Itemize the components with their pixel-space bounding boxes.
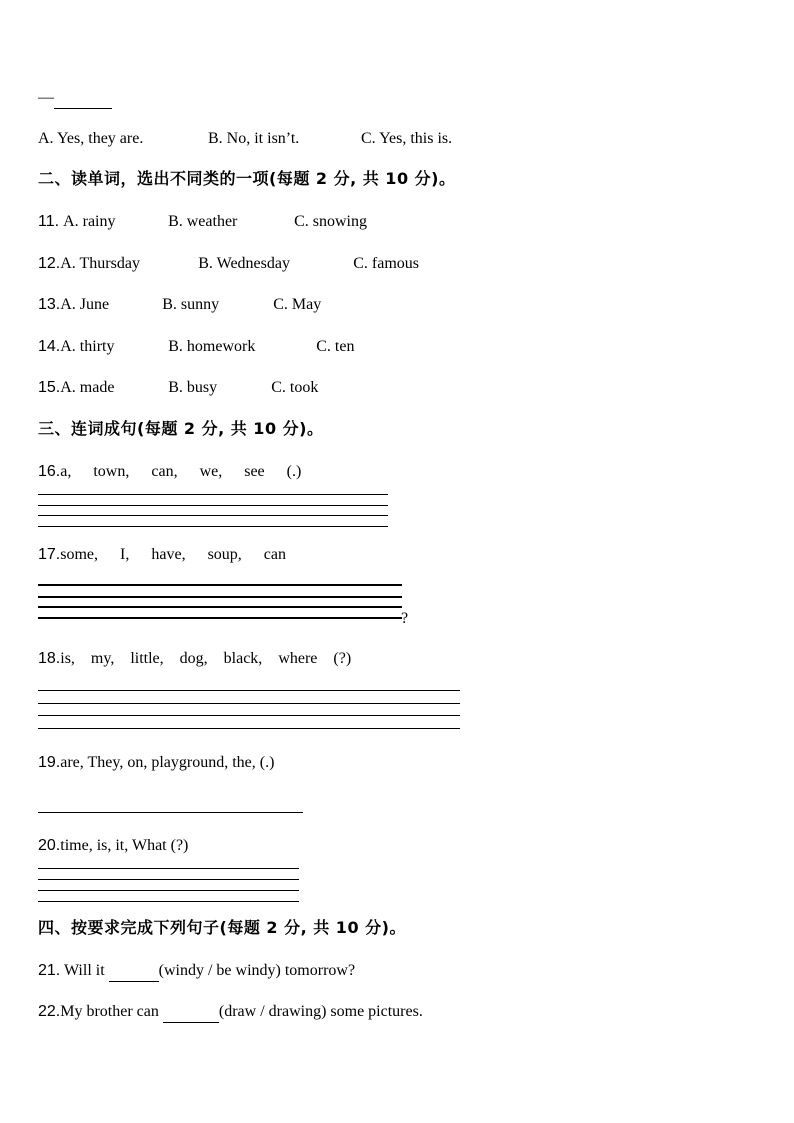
question-number: 14. (38, 338, 61, 355)
answer-line[interactable] (38, 690, 460, 691)
word: black, (223, 650, 263, 667)
option-b[interactable]: B. No, it isn’t. (208, 130, 300, 147)
question-number: 21. (38, 962, 61, 979)
dash: — (38, 89, 54, 106)
word: some, (60, 546, 99, 563)
option-a[interactable]: A. made (60, 379, 115, 396)
answer-line[interactable] (38, 703, 460, 704)
option-c[interactable]: C. took (271, 379, 319, 396)
answer-line[interactable] (38, 596, 402, 598)
question-20 (38, 836, 188, 856)
option-c[interactable]: C. ten (316, 338, 355, 355)
word: town, (93, 463, 130, 480)
answer-blank[interactable] (109, 961, 159, 982)
sentence-end: (draw / drawing) some pictures. (218, 1003, 423, 1020)
q10-options (38, 129, 452, 149)
question-number: 19. (38, 754, 61, 771)
option-a[interactable]: A. thirty (60, 338, 115, 355)
word: can, (151, 463, 178, 480)
answer-line[interactable] (38, 505, 388, 506)
question-number: 13. (38, 296, 61, 313)
question-number: 16. (38, 463, 61, 480)
option-a[interactable]: A. rainy (63, 213, 116, 230)
question-number: 17. (38, 546, 61, 563)
answer-line[interactable] (38, 584, 402, 586)
option-a[interactable]: A. June (60, 296, 110, 313)
option-b[interactable]: B. weather (168, 213, 238, 230)
answer-line[interactable] (38, 868, 299, 869)
question-number: 20. (38, 837, 61, 854)
question-17 (38, 545, 308, 565)
word: a, (60, 463, 72, 480)
question-words: are, They, on, playground, the, (.) (60, 754, 275, 771)
option-a[interactable]: A. Thursday (60, 255, 140, 272)
answer-line[interactable] (38, 715, 460, 716)
word: my, (90, 650, 115, 667)
answer-blank[interactable] (54, 88, 112, 109)
question-12 (38, 254, 419, 274)
question-21 (38, 961, 355, 982)
word: see (244, 463, 265, 480)
answer-line[interactable] (38, 890, 299, 891)
option-b[interactable]: B. busy (168, 379, 218, 396)
option-c[interactable]: C. snowing (294, 213, 367, 230)
question-number: 18. (38, 650, 61, 667)
option-a[interactable]: A. Yes, they are. (38, 130, 144, 147)
answer-line[interactable] (38, 901, 299, 902)
word: little, (130, 650, 164, 667)
answer-line[interactable] (38, 728, 460, 729)
question-22 (38, 1002, 423, 1023)
option-c[interactable]: C. Yes, this is. (361, 130, 453, 147)
answer-line[interactable] (38, 494, 388, 495)
option-b[interactable]: B. sunny (162, 296, 220, 313)
word: where (278, 650, 318, 667)
answer-line[interactable] (38, 606, 402, 608)
option-b[interactable]: B. homework (168, 338, 256, 355)
question-words: time, is, it, What (?) (60, 837, 189, 854)
option-c[interactable]: C. May (273, 296, 322, 313)
question-19 (38, 753, 274, 773)
answer-line[interactable] (38, 879, 299, 880)
option-b[interactable]: B. Wednesday (198, 255, 290, 272)
question-16 (38, 462, 323, 482)
word: have, (151, 546, 186, 563)
answer-blank[interactable] (163, 1002, 219, 1023)
section-2-title: 二、读单词，选出不同类的一项(每题 2 分, 共 10 分)。 (38, 169, 456, 188)
word: dog, (179, 650, 208, 667)
answer-line[interactable] (38, 515, 388, 516)
question-mark: ? (401, 610, 409, 627)
word: soup, (207, 546, 242, 563)
word: (.) (286, 463, 302, 480)
question-number: 11. (38, 213, 60, 230)
sentence-end: (windy / be windy) tomorrow? (158, 962, 356, 979)
option-c[interactable]: C. famous (353, 255, 420, 272)
word: (?) (333, 650, 352, 667)
question-14 (38, 337, 354, 357)
question-18 (38, 649, 373, 669)
section-3-title: 三、连词成句(每题 2 分, 共 10 分)。 (38, 419, 324, 438)
word: we, (199, 463, 223, 480)
q10-answer-line (38, 88, 112, 109)
question-11 (38, 212, 367, 232)
question-number: 12. (38, 255, 61, 272)
question-number: 15. (38, 379, 61, 396)
answer-line[interactable] (38, 526, 388, 527)
word: is, (60, 650, 75, 667)
question-13 (38, 295, 321, 315)
question-15 (38, 378, 318, 398)
sentence-start: Will it (63, 962, 105, 979)
answer-line[interactable] (38, 617, 402, 619)
word: can (263, 546, 286, 563)
word: I, (120, 546, 130, 563)
sentence-start: My brother can (60, 1003, 159, 1020)
answer-line[interactable] (38, 812, 303, 813)
section-4-title: 四、按要求完成下列句子(每题 2 分, 共 10 分)。 (38, 918, 406, 937)
question-number: 22. (38, 1003, 61, 1020)
